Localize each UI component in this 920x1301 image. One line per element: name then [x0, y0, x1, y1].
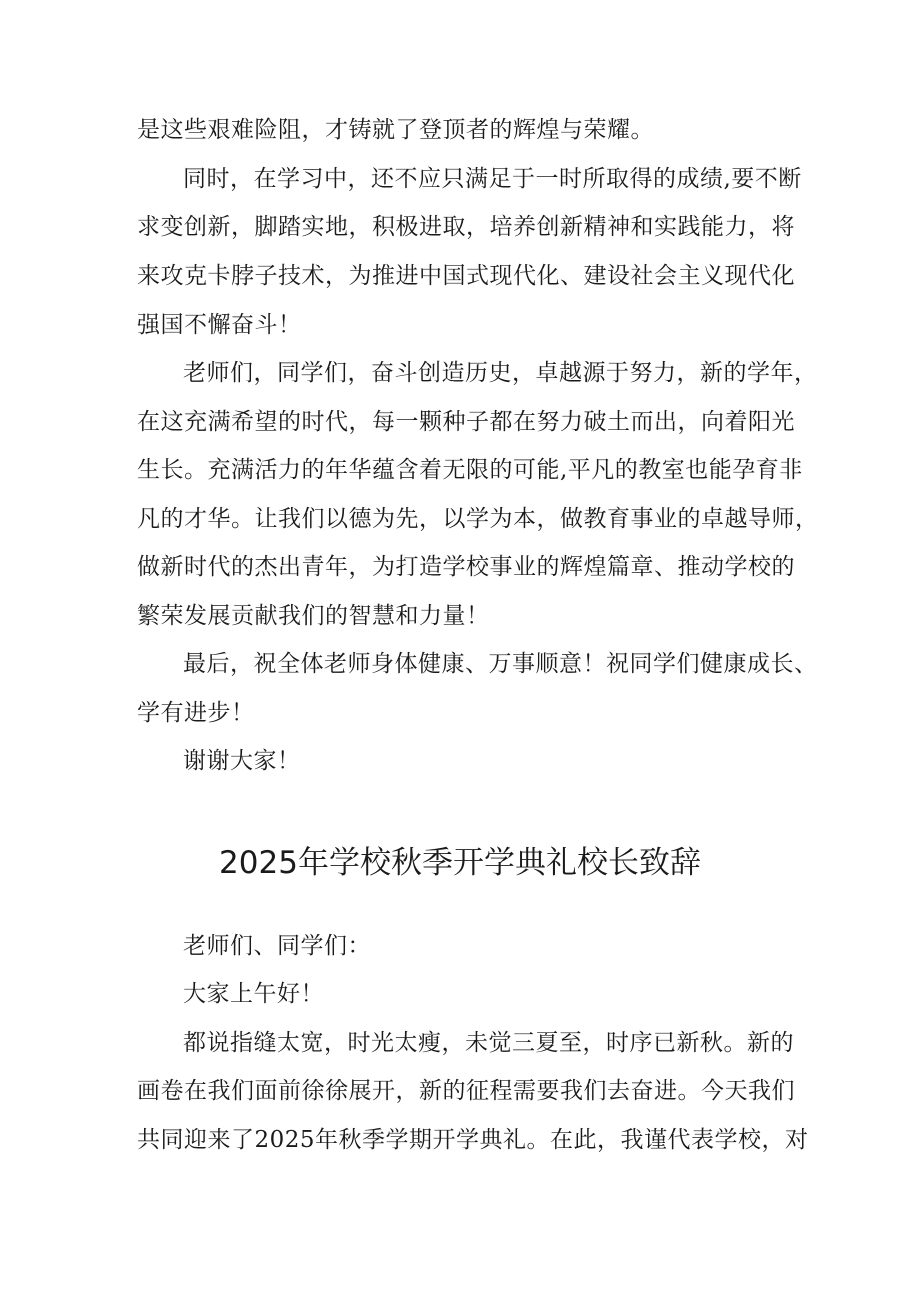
paragraph-line: 谢谢大家！: [183, 748, 301, 774]
paragraph-line: 都说指缝太宽，时光太瘦，未觉三夏至，时序已新秋。新的: [183, 1030, 794, 1056]
paragraph-line: 来攻克卡脖子技术，为推进中国式现代化、建设社会主义现代化: [137, 263, 795, 289]
paragraph-line: 老师们，同学们，奋斗创造历史，卓越源于努力，新的学年，: [183, 360, 818, 386]
paragraph-line: 画卷在我们面前徐徐展开，新的征程需要我们去奋进。今天我们: [137, 1078, 795, 1104]
paragraph-line: 凡的才华。让我们以德为先，以学为本，做教育事业的卓越导师，: [137, 506, 819, 532]
paragraph-line: 共同迎来了2025年秋季学期开学典礼。在此，我谨代表学校，对: [137, 1127, 809, 1153]
paragraph-line: 在这充满希望的时代，每一颗种子都在努力破土而出，向着阳光: [137, 409, 795, 435]
document-title: 2025年学校秋季开学典礼校长致辞: [219, 845, 701, 881]
paragraph-line: 学有进步！: [137, 700, 255, 726]
paragraph-line: 做新时代的杰出青年，为打造学校事业的辉煌篇章、推动学校的: [137, 554, 795, 580]
paragraph-line: 繁荣发展贡献我们的智慧和力量！: [137, 603, 490, 629]
paragraph-line: 同时，在学习中，还不应只满足于一时所取得的成绩,要不断: [183, 166, 802, 192]
paragraph-line: 强国不懈奋斗！: [137, 312, 302, 338]
paragraph-line: 是这些艰难险阻，才铸就了登顶者的辉煌与荣耀。: [137, 117, 654, 143]
salutation-line: 老师们、同学们：: [183, 933, 371, 959]
greeting-line: 大家上午好！: [183, 981, 324, 1007]
paragraph-line: 生长。充满活力的年华蕴含着无限的可能,平凡的教室也能孕育非: [137, 457, 803, 483]
paragraph-line: 最后，祝全体老师身体健康、万事顺意！祝同学们健康成长、: [183, 651, 818, 677]
paragraph-line: 求变创新，脚踏实地，积极进取，培养创新精神和实践能力，将: [137, 214, 795, 240]
